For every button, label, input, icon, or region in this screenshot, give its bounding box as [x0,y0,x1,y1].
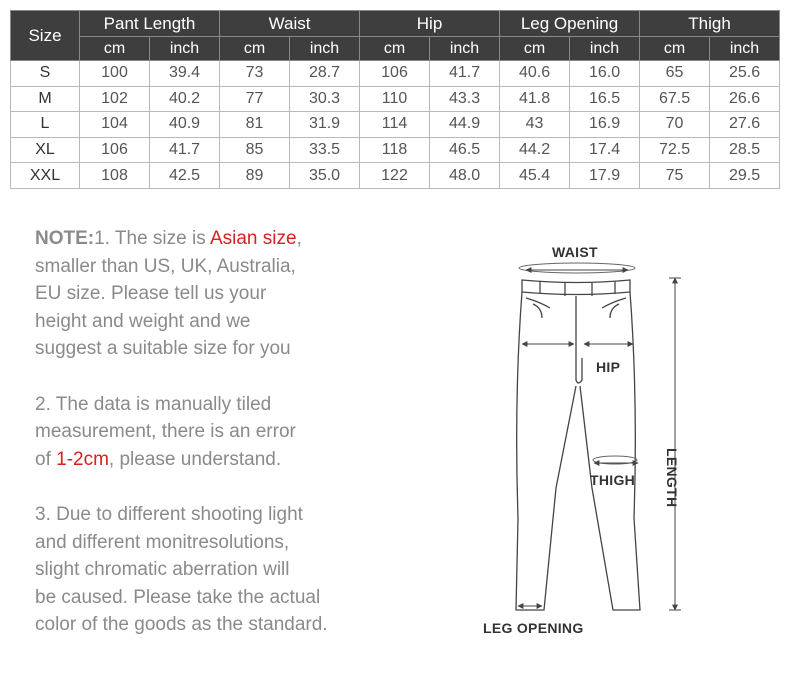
measurement-cell: 30.3 [290,86,360,112]
measurement-cell: 28.5 [710,137,780,163]
pants-measurement-diagram [470,238,730,648]
measurement-cell: 41.7 [430,61,500,87]
unit-header-cm: cm [80,37,150,61]
measurement-cell: 43 [500,112,570,138]
measurement-cell: 44.2 [500,137,570,163]
group-header-pant-length: Pant Length [80,11,220,37]
table-row [11,61,780,87]
measurement-cell: 40.9 [150,112,220,138]
measurement-cell: 100 [80,61,150,87]
group-header-waist: Waist [220,11,360,37]
measurement-cell: 46.5 [430,137,500,163]
note-1-line-4: height and weight and we [35,310,251,332]
unit-header-cm: cm [220,37,290,61]
measurement-cell: 35.0 [290,163,360,189]
measurement-cell: 44.9 [430,112,500,138]
thigh-label: THIGH [590,472,636,488]
note-1-text-a: 1. The size is [94,228,210,249]
unit-header-inch: inch [710,37,780,61]
measurement-cell: 65 [640,61,710,87]
measurement-cell: 39.4 [150,61,220,87]
measurement-cell: 122 [360,163,430,189]
measurement-cell: 26.6 [710,86,780,112]
group-header-hip: Hip [360,11,500,37]
note-3-line-5: color of the goods as the standard. [35,614,328,636]
note-2-line-2: measurement, there is an error [35,421,296,443]
unit-header-inch: inch [150,37,220,61]
measurement-cell: 17.9 [570,163,640,189]
measurement-cell: 106 [80,137,150,163]
unit-header-inch: inch [430,37,500,61]
measurement-cell: 48.0 [430,163,500,189]
measurement-cell: 42.5 [150,163,220,189]
note-1-line-3: EU size. Please tell us your [35,283,267,305]
note-1 [35,225,435,363]
measurement-cell: 40.6 [500,61,570,87]
leg-opening-label: LEG OPENING [483,620,584,636]
measurement-cell: 33.5 [290,137,360,163]
measurement-cell: 67.5 [640,86,710,112]
measurement-cell: 102 [80,86,150,112]
size-header: Size [11,11,80,61]
table-row [11,86,780,112]
group-header-leg-opening: Leg Opening [500,11,640,37]
note-2 [35,391,435,474]
measurement-cell: 17.4 [570,137,640,163]
asian-size-highlight: Asian size [209,228,297,249]
table-row [11,163,780,189]
measurement-cell: 16.0 [570,61,640,87]
measurement-cell: 72.5 [640,137,710,163]
note-1-line-5: suggest a suitable size for you [35,338,291,360]
measurement-cell: 70 [640,112,710,138]
size-cell: M [11,86,80,112]
note-2-text-b: , please understand. [108,448,282,470]
measurement-cell: 106 [360,61,430,87]
measurement-cell: 73 [220,61,290,87]
note-2-text-a: of [35,448,57,470]
note-1-line-1 [35,225,435,253]
error-range-highlight: 1-2cm [56,448,109,470]
note-2-line-3 [35,446,435,474]
measurement-cell: 29.5 [710,163,780,189]
measurement-cell: 108 [80,163,150,189]
note-3-line-2: and different monitresolutions, [35,531,290,553]
measurement-cell: 16.5 [570,86,640,112]
measurement-cell: 25.6 [710,61,780,87]
measurement-cell: 45.4 [500,163,570,189]
size-cell: S [11,61,80,87]
measurement-cell: 114 [360,112,430,138]
measurement-cell: 85 [220,137,290,163]
size-cell: XL [11,137,80,163]
size-cell: XXL [11,163,80,189]
unit-header-inch: inch [570,37,640,61]
unit-header-inch: inch [290,37,360,61]
measurement-cell: 77 [220,86,290,112]
group-header-thigh: Thigh [640,11,780,37]
note-2-line-1: 2. The data is manually tiled [35,393,272,415]
measurement-cell: 41.7 [150,137,220,163]
table-row [11,112,780,138]
note-3 [35,501,435,639]
size-chart-table [10,10,780,189]
hip-label: HIP [596,359,621,375]
measurement-cell: 118 [360,137,430,163]
note-3-line-4: be caused. Please take the actual [35,586,321,608]
measurement-cell: 110 [360,86,430,112]
unit-header-cm: cm [500,37,570,61]
unit-header-cm: cm [360,37,430,61]
waist-label: WAIST [552,244,598,260]
note-3-line-1: 3. Due to different shooting light [35,503,303,525]
measurement-cell: 27.6 [710,112,780,138]
length-label: LENGTH [664,448,680,508]
measurement-cell: 104 [80,112,150,138]
measurement-cell: 81 [220,112,290,138]
note-1-line-2: smaller than US, UK, Australia, [35,255,296,277]
unit-header-cm: cm [640,37,710,61]
measurement-cell: 40.2 [150,86,220,112]
measurement-cell: 28.7 [290,61,360,87]
table-row [11,137,780,163]
measurement-cell: 89 [220,163,290,189]
note-1-text-b: , [296,228,302,249]
note-label: NOTE: [35,228,95,249]
note-3-line-3: slight chromatic aberration will [35,559,290,581]
notes-section [35,225,435,667]
measurement-cell: 43.3 [430,86,500,112]
measurement-cell: 75 [640,163,710,189]
measurement-cell: 31.9 [290,112,360,138]
size-cell: L [11,112,80,138]
measurement-cell: 16.9 [570,112,640,138]
measurement-cell: 41.8 [500,86,570,112]
pants-outline-icon [470,238,730,648]
